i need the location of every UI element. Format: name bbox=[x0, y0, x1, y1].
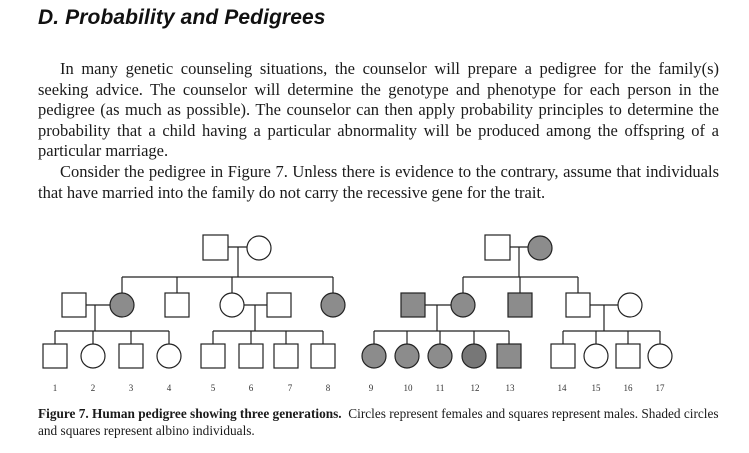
individual-number: 14 bbox=[557, 383, 567, 393]
gen2-couple-d bbox=[566, 293, 642, 331]
individual-numbers bbox=[53, 383, 665, 393]
individual-number: 4 bbox=[166, 383, 172, 393]
individual-number: 16 bbox=[623, 383, 633, 393]
individual-number: 1 bbox=[52, 383, 58, 393]
individual-15-female-unaffected bbox=[584, 344, 608, 368]
individual-number: 11 bbox=[435, 383, 445, 393]
female-affected bbox=[451, 293, 475, 317]
male-unaffected bbox=[165, 293, 189, 317]
caption-title: Figure 7. Human pedigree showing three generations. bbox=[38, 406, 342, 421]
figure-caption bbox=[38, 405, 728, 439]
individual-3-male-unaffected bbox=[119, 344, 143, 368]
female-affected bbox=[110, 293, 134, 317]
individual-number: 8 bbox=[325, 383, 331, 393]
section-heading: D. Probability and Pedigrees bbox=[38, 6, 326, 29]
paragraph-1: In many genetic counseling situations, the counselor will prepare a pedigree for the family(s) seeking advice. The counselor will determine the genotype and phenotype for each person in the pedigree (as much as possible). The counselor can then apply probability principles to determine the probability that a child having a particular abnormality will be produced among the offspring of a particular marriage. bbox=[38, 59, 719, 161]
caption-text: Circles represent females and squares represent males. Shaded circles and squares represent albino individuals. bbox=[38, 406, 719, 438]
individual-number: 15 bbox=[591, 383, 601, 393]
individual-number: 17 bbox=[655, 383, 665, 393]
individual-number: 3 bbox=[128, 383, 134, 393]
individual-10-female-affected bbox=[395, 344, 419, 368]
individual-number: 7 bbox=[287, 383, 293, 393]
paragraph-2: Consider the pedigree in Figure 7. Unless there is evidence to the contrary, assume that individuals that have married into the family do not carry the recessive gene for the trait. bbox=[38, 161, 719, 202]
individual-6-male-unaffected bbox=[239, 344, 263, 368]
body-text bbox=[38, 59, 719, 203]
male-affected bbox=[401, 293, 425, 317]
female-unaffected bbox=[247, 236, 271, 260]
individual-2-female-unaffected bbox=[81, 344, 105, 368]
individual-8-male-unaffected bbox=[311, 344, 335, 368]
gen1-right-couple bbox=[485, 235, 552, 277]
individual-12-female-affected bbox=[462, 344, 486, 368]
male-unaffected bbox=[566, 293, 590, 317]
female-unaffected bbox=[618, 293, 642, 317]
male-unaffected bbox=[485, 235, 510, 260]
individual-number: 9 bbox=[368, 383, 374, 393]
individual-1-male-unaffected bbox=[43, 344, 67, 368]
individual-17-female-unaffected bbox=[648, 344, 672, 368]
individual-number: 6 bbox=[248, 383, 254, 393]
individual-13-male-affected bbox=[497, 344, 521, 368]
individual-11-female-affected bbox=[428, 344, 452, 368]
individual-4-female-unaffected bbox=[157, 344, 181, 368]
pedigree-figure bbox=[0, 225, 749, 400]
gen2-couple-c bbox=[401, 293, 475, 331]
individual-9-female-affected bbox=[362, 344, 386, 368]
individual-7-male-unaffected bbox=[274, 344, 298, 368]
individual-number: 13 bbox=[505, 383, 515, 393]
gen1-left-couple bbox=[203, 235, 271, 277]
gen3-sibship-lines bbox=[55, 331, 660, 344]
male-unaffected bbox=[62, 293, 86, 317]
male-affected bbox=[508, 293, 532, 317]
female-affected bbox=[528, 236, 552, 260]
male-unaffected bbox=[267, 293, 291, 317]
female-affected bbox=[321, 293, 345, 317]
individual-number: 5 bbox=[210, 383, 216, 393]
individual-number: 12 bbox=[470, 383, 480, 393]
individual-16-male-unaffected bbox=[616, 344, 640, 368]
gen3-individuals bbox=[43, 344, 672, 368]
gen2-couple-b bbox=[220, 293, 291, 331]
individual-5-male-unaffected bbox=[201, 344, 225, 368]
female-unaffected bbox=[220, 293, 244, 317]
gen2-sibship-lines bbox=[122, 277, 578, 293]
male-unaffected bbox=[203, 235, 228, 260]
individual-14-male-unaffected bbox=[551, 344, 575, 368]
individual-number: 2 bbox=[90, 383, 96, 393]
individual-number: 10 bbox=[403, 383, 413, 393]
gen2-couple-a bbox=[62, 293, 134, 331]
